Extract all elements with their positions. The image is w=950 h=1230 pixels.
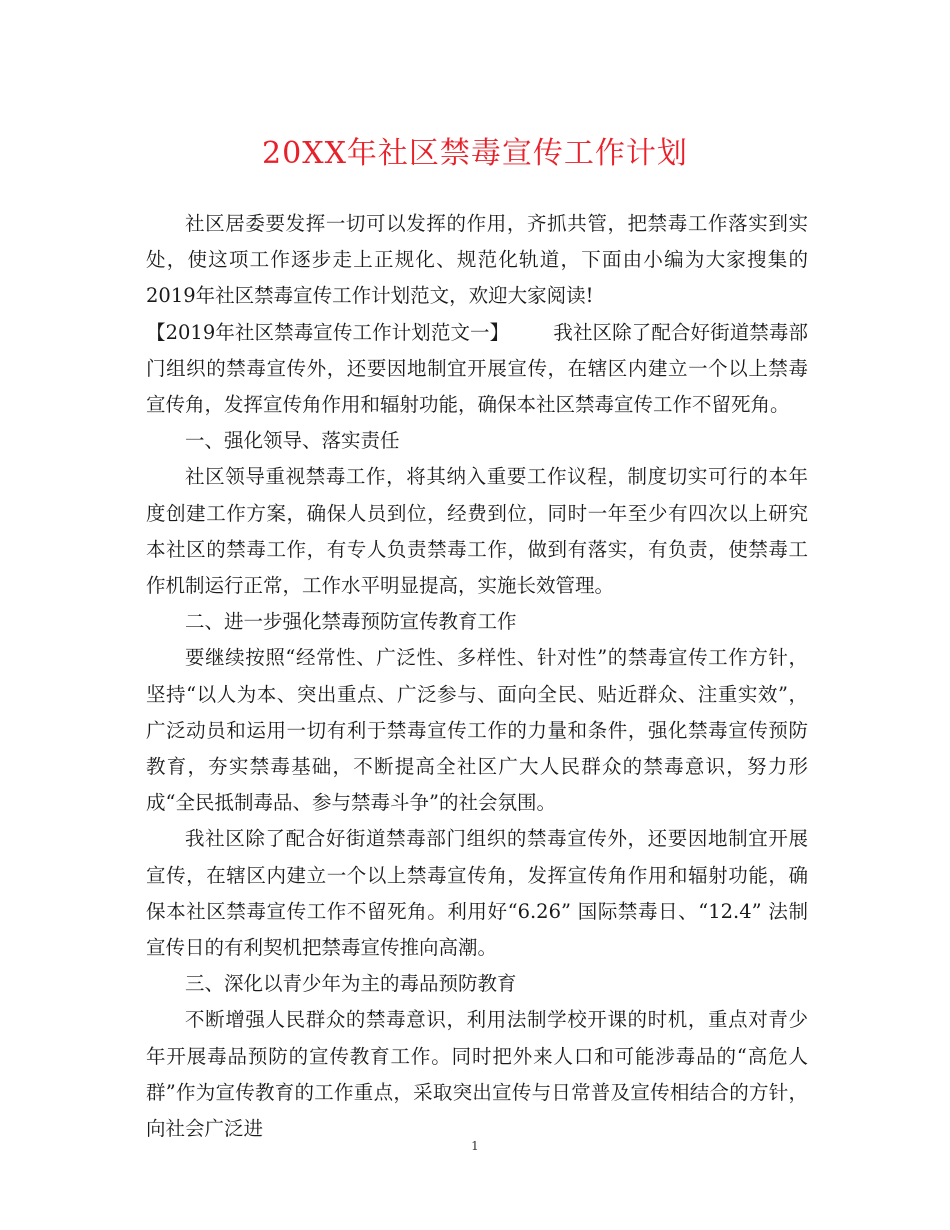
- plan-paragraph-1-text: 我社区除了配合好街道禁毒部门组织的禁毒宣传外，还要因地制宜开展宣传，在辖区内建立一个以上禁毒宣传角，发挥宣传角作用和辐射功能，确保本社区禁毒宣传工作不留死角。: [146, 320, 808, 417]
- section-paragraph-4: 不断增强人民群众的禁毒意识，利用法制学校开课的时机，重点对青少年开展毒品预防的宣传教育工作。同时把外来人口和可能涉毒品的“高危人群”作为宣传教育的工作重点，采取突出宣传与日常普及宣传相结合的方针，向社会广泛进: [146, 1008, 808, 1141]
- section-paragraph-3: 我社区除了配合好街道禁毒部门组织的禁毒宣传外，还要因地制宜开展宣传，在辖区内建立一个以上禁毒宣传角，发挥宣传角作用和辐射功能，确保本社区禁毒宣传工作不留死角。利用好“6.26” 国际禁毒日、“12.4” 法制宣传日的有利契机把禁毒宣传推向高潮。: [146, 827, 808, 960]
- document-body: [146, 206, 808, 1147]
- section-paragraph-2: 要继续按照“经常性、广泛性、多样性、针对性”的禁毒宣传工作方针，坚持“以人为本、突出重点、广泛参与、面向全民、贴近群众、注重实效”，广泛动员和运用一切有利于禁毒宣传工作的力量和条件，强化禁毒宣传预防教育，夯实禁毒基础，不断提高全社区广大人民群众的禁毒意识，努力形成“全民抵制毒品、参与禁毒斗争”的社会氛围。: [146, 646, 808, 815]
- section-heading-3: 三、深化以青少年为主的毒品预防教育: [185, 972, 517, 996]
- intro-paragraph: 社区居委要发挥一切可以发挥的作用，齐抓共管，把禁毒工作落实到实处，使这项工作逐步走上正规化、规范化轨道，下面由小编为大家搜集的2019年社区禁毒宣传工作计划范文，欢迎大家阅读!: [146, 212, 808, 308]
- section-paragraph-1: 社区领导重视禁毒工作，将其纳入重要工作议程，制度切实可行的本年度创建工作方案，确保人员到位，经费到位，同时一年至少有四次以上研究本社区的禁毒工作，有专人负责禁毒工作，做到有落实，有负责，使禁毒工作机制运行正常，工作水平明显提高，实施长效管理。: [146, 465, 808, 598]
- section-heading-1: 一、强化领导、落实责任: [185, 429, 400, 453]
- document-title: 20XX年社区禁毒宣传工作计划: [262, 136, 688, 171]
- page-number: 1: [471, 1139, 479, 1153]
- section-heading-2: 二、进一步强化禁毒预防宣传教育工作: [185, 610, 517, 634]
- plan-paragraph-1: [146, 315, 808, 424]
- plan-label: 【2019年社区禁毒宣传工作计划范文一】: [146, 320, 510, 344]
